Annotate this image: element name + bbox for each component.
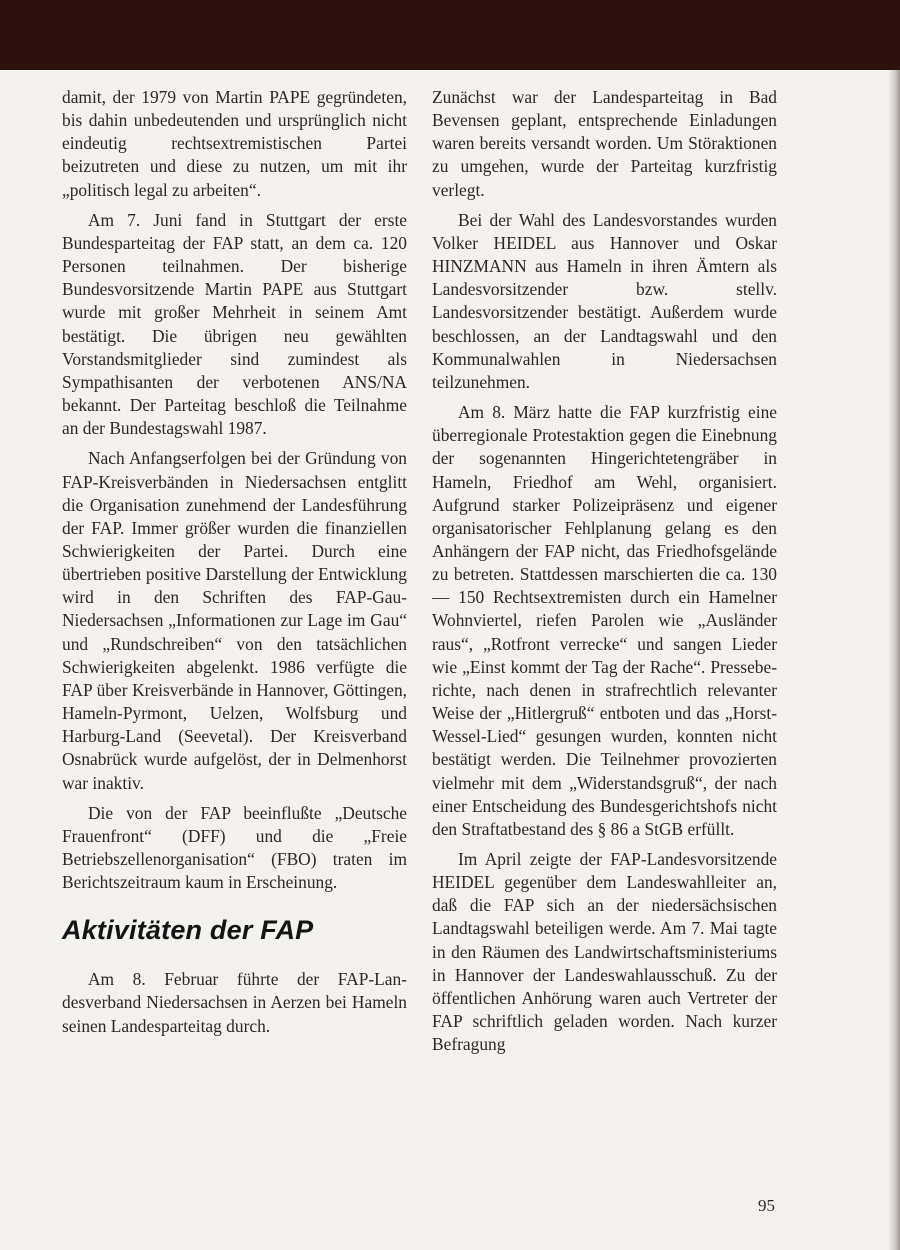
right-paragraph-2: Bei der Wahl des Landesvorstandes wurden Volker HEIDEL aus Hannover und Oskar HINZMANN aus Hameln in ihren Ämtern als Landesvorsitzender bzw. stellv. Landesvorsitzender bestätigt. Außerdem wurde beschlossen, an der Landtagswahl und den Kommunalwahlen in Niedersachsen teilzunehmen. [432,209,777,392]
left-paragraph-3: Nach Anfangserfolgen bei der Gründung von FAP-Kreisverbänden in Niedersachsen entglitt die Organisation zunehmend der Landesführung der FAP. Immer größer wurden die finanziellen Schwierigkeiten der Partei. Durch eine übertrieben positive Darstellung der Entwicklung wird in den Schriften des FAP-Gau-Niedersachsen „Informationen zur Lage im Gau“ und „Rundschreiben“ von den tatsächlichen Schwierigkeiten abgelenkt. 1986 verfügte die FAP über Kreisverbände in Hannover, Göttingen, Hameln-Pyrmont, Uelzen, Wolfsburg und Harburg-Land (Seevetal). Der Kreisverband Osnabrück wurde aufgelöst, der in Delmenhorst war inaktiv. [62,448,407,793]
left-column [62,86,407,1045]
left-paragraph-2: Am 7. Juni fand in Stuttgart der erste Bundesparteitag der FAP statt, an dem ca. 120 Personen teilnahmen. Der bisherige Bundesvorsitzende Martin PAPE aus Stuttgart wurde mit großer Mehrheit in seinem Amt bestätigt. Die übrigen neu gewählten Vorstandsmitglieder sind zumindest als Sympathisanten der verbotenen ANS/NA bekannt. Der Parteitag beschloß die Teilnahme an der Bundestagswahl 1987. [62,209,407,439]
right-paragraph-3: Am 8. März hatte die FAP kurzfristig eine überregionale Protestaktion gegen die Einebnung der sogenannten Hingerichtetengräber in Hameln, Friedhof am Wehl, organisiert. Aufgrund starker Polizeipräsenz und eigener organisatorischer Fehlplanung gelang es den Anhängern der FAP nicht, das Friedhofsgelände zu betreten. Stattdessen marschierten die ca. 130 — 150 Rechtsextremisten durch ein Hamelner Wohnviertel, riefen Parolen wie „Ausländer raus“, „Rotfront verrecke“ und sangen Lieder wie „Einst kommt der Tag der Rache“. Presseberichte, nach denen in strafrechtlich relevanter Weise der „Hitlergruß“ entboten und das „Horst-Wessel-Lied“ gesungen wurden, konnten nicht bestätigt werden. Die Teilnehmer provozierten vielmehr mit dem „Widerstandsgruß“, der nach einer Entscheidung des Bundesgerichtshofs nicht den Straftatbestand des § 86 a StGB erfüllt. [432,402,777,839]
header-bar [0,0,900,70]
left-paragraph-5: Am 8. Februar führte der FAP-Landesverband Niedersachsen in Aerzen bei Hameln seinen Landesparteitag durch. [62,969,407,1036]
left-paragraph-1: damit, der 1979 von Martin PAPE gegründeten, bis dahin unbedeutenden und ursprünglich nicht eindeutig rechtsextremistischen Partei beizutreten und diese zu nutzen, um mit ihr „politisch legal zu arbeiten“. [62,87,407,200]
left-paragraph-4: Die von der FAP beeinflußte „Deutsche Frauenfront“ (DFF) und die „Freie Betriebszellenorganisation“ (FBO) traten im Berichtszeitraum kaum in Erscheinung. [62,802,407,893]
right-paragraph-1: Zunächst war der Landesparteitag in Bad Bevensen geplant, entsprechende Einladungen waren bereits versandt worden. Um Störaktionen zu umgehen, wurde der Parteitag kurzfristig verlegt. [432,87,777,200]
page-number: 95 [758,1196,775,1215]
section-heading: Aktivitäten der FAP [62,915,314,946]
right-paragraph-4: Im April zeigte der FAP-Landesvorsitzende HEIDEL gegenüber dem Landeswahlleiter an, daß die FAP sich an der niedersächsischen Landtagswahl beteiligen werde. Am 7. Mai tagte in den Räumen des Landwirtschaftsministeriums in Hannover der Landeswahlausschuß. Zu der öffentlichen Anhörung waren auch Vertreter der FAP schriftlich geladen worden. Nach kurzer Befragung [432,849,777,1055]
page-edge-shadow [888,70,900,1250]
right-column [432,86,777,1063]
